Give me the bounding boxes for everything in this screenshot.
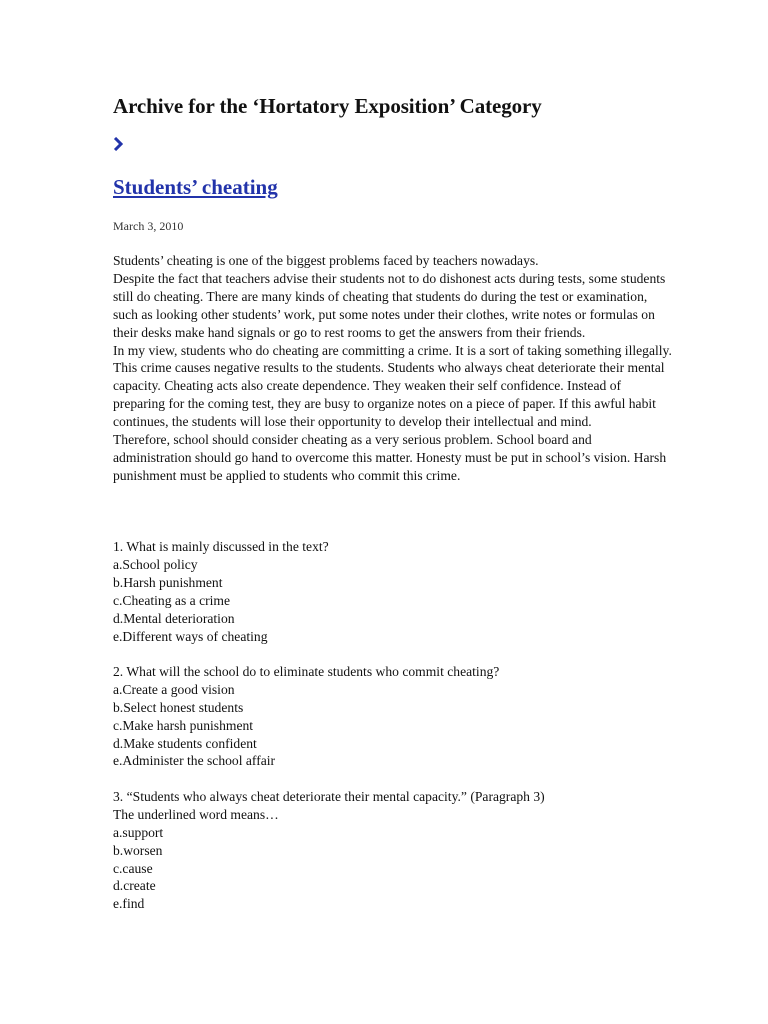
answer-option: e.find (113, 896, 145, 912)
answer-option: c.Cheating as a crime (113, 592, 231, 608)
post-title-link[interactable]: Students’ cheating (113, 175, 278, 199)
post-title (113, 175, 278, 200)
question-prompt: 2. What will the school do to eliminate students who commit cheating? (113, 663, 500, 679)
paragraph: In my view, students who do cheating are committing a crime. It is a sort of taking something illegally. This crime causes negative results to the students. Students who always cheat deteriorate their mental capacity. Cheating acts also create dependence. They weaken their self confidence. Instead of preparing for the coming test, they are busy to organize notes on a piece of paper. If this awful habit continues, the students will lose their opportunity to develop their intellectual and mind. (113, 342, 672, 430)
answer-option: a.support (113, 824, 164, 840)
answer-option: c.cause (113, 860, 153, 876)
archive-title: Archive for the ‘Hortatory Exposition’ Category (113, 94, 542, 118)
questions (113, 538, 673, 931)
answer-option: d.Mental deterioration (113, 610, 235, 626)
answer-option: e.Different ways of cheating (113, 628, 268, 644)
answer-option: a.Create a good vision (113, 681, 235, 697)
answer-option: b.Harsh punishment (113, 574, 223, 590)
answer-option: c.Make harsh punishment (113, 717, 254, 733)
paragraph: Despite the fact that teachers advise their students not to do dishonest acts during tests, some students still do cheating. There are many kinds of cheating that students do during the test or examination, such as looking other students’ work, put some notes under their clothes, write notes or formulas on their desks make hand signals or go to rest rooms to get the answers from their friends. (113, 270, 666, 340)
answer-option: d.create (113, 878, 156, 894)
question-1 (113, 538, 673, 645)
paragraph: Students’ cheating is one of the biggest problems faced by teachers nowadays. (113, 253, 539, 268)
answer-option: d.Make students confident (113, 735, 257, 751)
post-body (113, 252, 673, 485)
question-prompt: 3. “Students who always cheat deteriorate their mental capacity.” (Paragraph 3) (113, 788, 545, 804)
question-prompt: 1. What is mainly discussed in the text? (113, 539, 329, 554)
answer-option: a.School policy (113, 556, 198, 572)
answer-option: b.Select honest students (113, 699, 244, 715)
question-2 (113, 663, 673, 770)
answer-option: e.Administer the school affair (113, 753, 276, 769)
chevron-right-icon[interactable] (113, 137, 123, 151)
question-3 (113, 788, 673, 913)
question-subprompt: The underlined word means… (113, 806, 279, 822)
paragraph: Therefore, school should consider cheating as a very serious problem. School board and administration should go hand to overcome this matter. Honesty must be put in school’s vision. Harsh punishment must be applied to students who commit this crime. (113, 432, 667, 483)
post-date: March 3, 2010 (113, 219, 184, 233)
answer-option: b.worsen (113, 842, 163, 858)
